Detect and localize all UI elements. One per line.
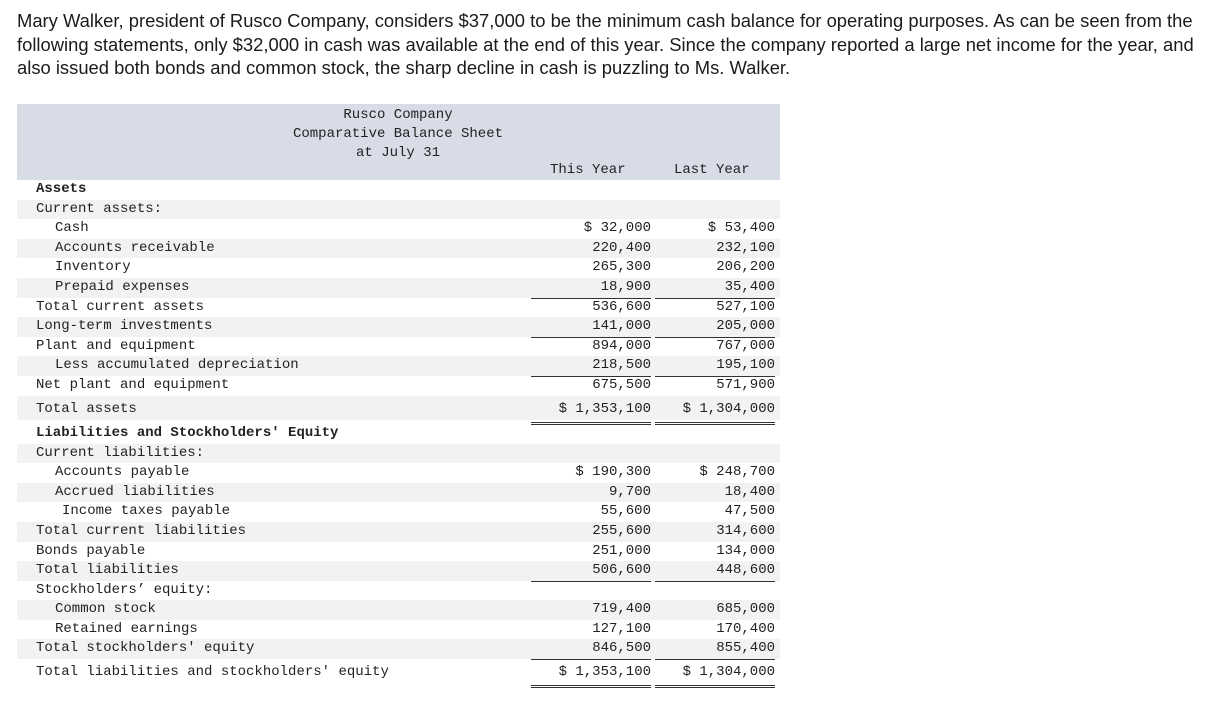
statement-title: Comparative Balance Sheet	[292, 126, 504, 142]
last-year-value: $ 1,304,000	[655, 396, 775, 425]
long-term-investments-row	[17, 317, 780, 337]
total-assets-row	[17, 396, 780, 420]
total-liabilities-row	[17, 561, 780, 581]
inventory-row	[17, 258, 780, 278]
sheet-header	[17, 104, 780, 180]
last-year-value: 448,600	[655, 561, 775, 582]
this-year-value: 265,300	[592, 259, 651, 276]
row-label: Plant and equipment	[36, 337, 196, 354]
problem-intro-text: Mary Walker, president of Rusco Company, considers $37,000 to be the minimum cash balance for operating purposes. As can be seen from the following statements, only $32,000 in cash was available at the end of this year. Since the company reported a large net income for the year, and also issued both bonds and common stock, the sharp decline in cash is puzzling to Ms. Walker.	[17, 10, 1194, 78]
this-year-value: 127,100	[531, 620, 651, 641]
row-label: Accounts receivable	[55, 239, 215, 256]
last-year-value: 134,000	[655, 542, 775, 563]
accounts-payable-row	[17, 463, 780, 483]
this-year-value: 18,900	[531, 278, 651, 299]
this-year-value: 55,600	[531, 502, 651, 523]
last-year-value: $ 1,304,000	[655, 659, 775, 688]
income-taxes-payable-row	[17, 502, 780, 522]
row-label: Total liabilities and stockholders' equity	[36, 664, 389, 681]
last-year-value: $ 53,400	[707, 220, 775, 237]
this-year-value: 846,500	[531, 639, 651, 660]
bonds-payable-row	[17, 542, 780, 562]
retained-earnings-row	[17, 620, 780, 640]
this-year-value: 251,000	[531, 542, 651, 563]
row-label: Accounts payable	[55, 464, 190, 481]
last-year-value: 685,000	[716, 601, 775, 618]
current-liabilities-label: Current liabilities:	[36, 444, 205, 461]
sheet-titles	[233, 106, 563, 163]
liabilities-heading-row	[17, 420, 780, 444]
this-year-value: $ 32,000	[583, 220, 651, 237]
company-name: Rusco Company	[343, 107, 453, 123]
balance-sheet-table	[17, 104, 780, 683]
last-year-value: 205,000	[655, 317, 775, 338]
total-current-assets-row	[17, 298, 780, 318]
last-year-value: 232,100	[716, 239, 775, 256]
liabilities-heading: Liabilities and Stockholders' Equity	[36, 424, 339, 441]
row-label: Inventory	[55, 259, 131, 276]
row-label: Common stock	[55, 601, 156, 618]
this-year-value: 220,400	[592, 239, 651, 256]
last-year-value: 527,100	[655, 298, 775, 319]
row-label: Total current assets	[36, 298, 205, 315]
current-assets-label-row	[17, 200, 780, 220]
this-year-value: 894,000	[592, 337, 651, 354]
last-year-value: 767,000	[716, 337, 775, 354]
last-year-value: $ 248,700	[699, 464, 775, 481]
column-header-this-year: This Year	[550, 162, 626, 178]
total-liabilities-equity-row	[17, 659, 780, 683]
last-year-value: 170,400	[655, 620, 775, 641]
this-year-value: 719,400	[592, 601, 651, 618]
last-year-value: 855,400	[655, 639, 775, 660]
accounts-receivable-row	[17, 239, 780, 259]
assets-heading-row	[17, 180, 780, 200]
last-year-value: 195,100	[655, 356, 775, 377]
last-year-value: 206,200	[716, 259, 775, 276]
row-label: Total assets	[36, 400, 137, 417]
accumulated-depreciation-row	[17, 356, 780, 376]
row-label: Net plant and equipment	[36, 376, 230, 393]
row-label: Income taxes payable	[62, 503, 231, 520]
last-year-value: 571,900	[655, 376, 775, 397]
net-plant-equipment-row	[17, 376, 780, 396]
this-year-value: 506,600	[531, 561, 651, 582]
this-year-value: 536,600	[531, 298, 651, 319]
row-label: Total liabilities	[36, 562, 179, 579]
assets-heading: Assets	[36, 181, 87, 197]
this-year-value: $ 1,353,100	[531, 659, 651, 688]
this-year-value: 9,700	[608, 483, 651, 500]
row-label: Long-term investments	[36, 318, 213, 335]
prepaid-expenses-row	[17, 278, 780, 298]
plant-equipment-row	[17, 337, 780, 357]
statement-date: at July 31	[355, 145, 440, 161]
row-label: Less accumulated depreciation	[55, 357, 299, 374]
this-year-value: $ 190,300	[575, 464, 651, 481]
this-year-value: 675,500	[531, 376, 651, 397]
row-label: Accrued liabilities	[55, 483, 215, 500]
this-year-value: 255,600	[592, 522, 651, 539]
column-header-last-year: Last Year	[674, 162, 750, 178]
stockholders-equity-label-row	[17, 581, 780, 601]
common-stock-row	[17, 600, 780, 620]
this-year-value: $ 1,353,100	[531, 396, 651, 425]
row-label: Retained earnings	[55, 620, 198, 637]
total-current-liabilities-row	[17, 522, 780, 542]
this-year-value: 141,000	[531, 317, 651, 338]
cash-row	[17, 219, 780, 239]
last-year-value: 47,500	[655, 502, 775, 523]
row-label: Total current liabilities	[36, 522, 247, 539]
accrued-liabilities-row	[17, 483, 780, 503]
last-year-value: 18,400	[724, 483, 775, 500]
current-assets-label: Current assets:	[36, 200, 163, 217]
last-year-value: 314,600	[716, 522, 775, 539]
stockholders-equity-label: Stockholders’ equity:	[36, 581, 213, 598]
current-liabilities-label-row	[17, 444, 780, 464]
last-year-value: 35,400	[655, 278, 775, 299]
row-label: Prepaid expenses	[55, 278, 190, 295]
total-stockholders-equity-row	[17, 639, 780, 659]
this-year-value: 218,500	[531, 356, 651, 377]
row-label: Total stockholders' equity	[36, 640, 255, 657]
row-label: Cash	[55, 220, 89, 237]
row-label: Bonds payable	[36, 542, 146, 559]
